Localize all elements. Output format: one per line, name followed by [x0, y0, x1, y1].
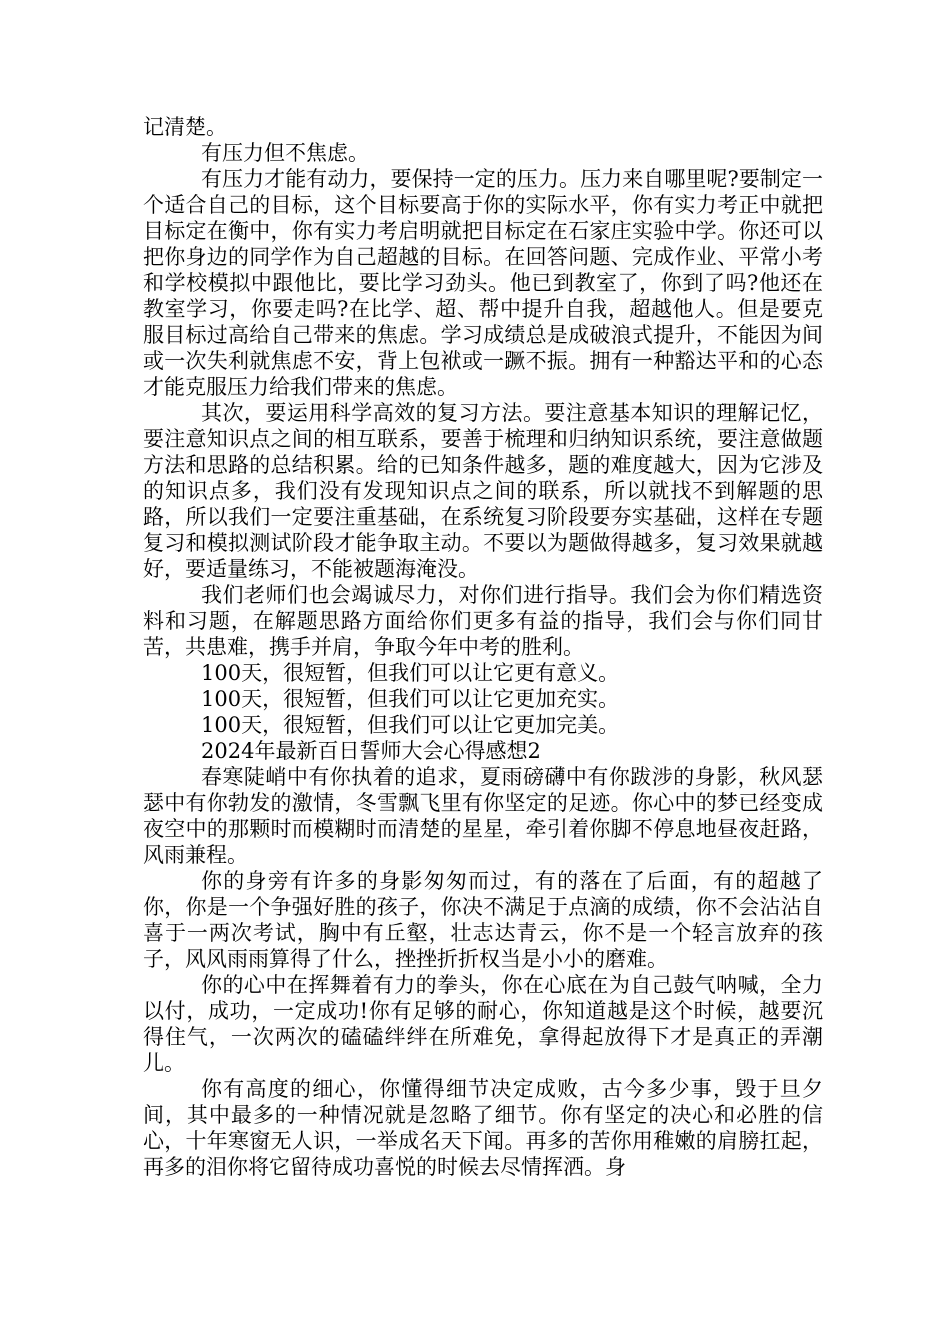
paragraph: 记清楚。: [143, 115, 227, 139]
document-page: [143, 114, 823, 1180]
paragraph: 100天，很短暂，但我们可以让它更加充实。: [201, 687, 620, 711]
paragraph: 你有高度的细心，你懂得细节决定成败，古今多少事，毁于旦夕间，其中最多的一种情况就是忽略了细节。你有坚定的决心和必胜的信心，十年寒窗无人识，一举成名天下闻。再多的苦你用稚嫩的肩膀扛起，再多的泪你将它留待成功喜悦的时候去尽情挥洒。身: [143, 1077, 823, 1179]
section-heading: 2024年最新百日誓师大会心得感想2: [201, 739, 541, 763]
paragraph: 100天，很短暂，但我们可以让它更有意义。: [201, 661, 620, 685]
paragraph: 100天，很短暂，但我们可以让它更加完美。: [201, 713, 620, 737]
paragraph: 有压力才能有动力，要保持一定的压力。压力来自哪里呢?要制定一个适合自己的目标，这个目标要高于你的实际水平，你有实力考正中就把目标定在衡中，你有实力考启明就把目标定在石家庄实验中学。你还可以把你身边的同学作为自己超越的目标。在回答问题、完成作业、平常小考和学校模拟中跟他比，要比学习劲头。他已到教室了，你到了吗?他还在教室学习，你要走吗?在比学、超、帮中提升自我，超越他人。但是要克服目标过高给自己带来的焦虑。学习成绩总是成破浪式提升，不能因为间或一次失利就焦虑不安，背上包袱或一蹶不振。拥有一种豁达平和的心态才能克服压力给我们带来的焦虑。: [143, 167, 823, 399]
paragraph: 你的心中在挥舞着有力的拳头，你在心底在为自己鼓气呐喊，全力以付，成功，一定成功!你有足够的耐心，你知道越是这个时候，越要沉得住气，一次两次的磕磕绊绊在所难免，拿得起放得下才是真正的弄潮儿。: [143, 973, 823, 1075]
paragraph: 你的身旁有许多的身影匆匆而过，有的落在了后面，有的超越了你，你是一个争强好胜的孩子，你决不满足于点滴的成绩，你不会沾沾自喜于一两次考试，胸中有丘壑，壮志达青云，你不是一个轻言放弃的孩子，风风雨雨算得了什么，挫挫折折权当是小小的磨难。: [143, 869, 823, 971]
paragraph: 我们老师们也会竭诚尽力，对你们进行指导。我们会为你们精选资料和习题，在解题思路方面给你们更多有益的指导，我们会与你们同甘苦，共患难，携手并肩，争取今年中考的胜利。: [143, 583, 823, 659]
section-heading-pressure: 有压力但不焦虑。: [201, 141, 369, 165]
paragraph: 其次，要运用科学高效的复习方法。要注意基本知识的理解记忆，要注意知识点之间的相互联系，要善于梳理和归纳知识系统，要注意做题方法和思路的总结积累。给的已知条件越多，题的难度越大，因为它涉及的知识点多，我们没有发现知识点之间的联系，所以就找不到解题的思路，所以我们一定要注重基础，在系统复习阶段要夯实基础，这样在专题复习和模拟测试阶段才能争取主动。不要以为题做得越多，复习效果就越好，要适量练习，不能被题海淹没。: [143, 401, 823, 581]
paragraph: 春寒陡峭中有你执着的追求，夏雨磅礴中有你跋涉的身影，秋风瑟瑟中有你勃发的激情，冬雪飘飞里有你坚定的足迹。你心中的梦已经变成夜空中的那颗时而模糊时而清楚的星星，牵引着你脚不停息地昼夜赶路，风雨兼程。: [143, 765, 823, 867]
